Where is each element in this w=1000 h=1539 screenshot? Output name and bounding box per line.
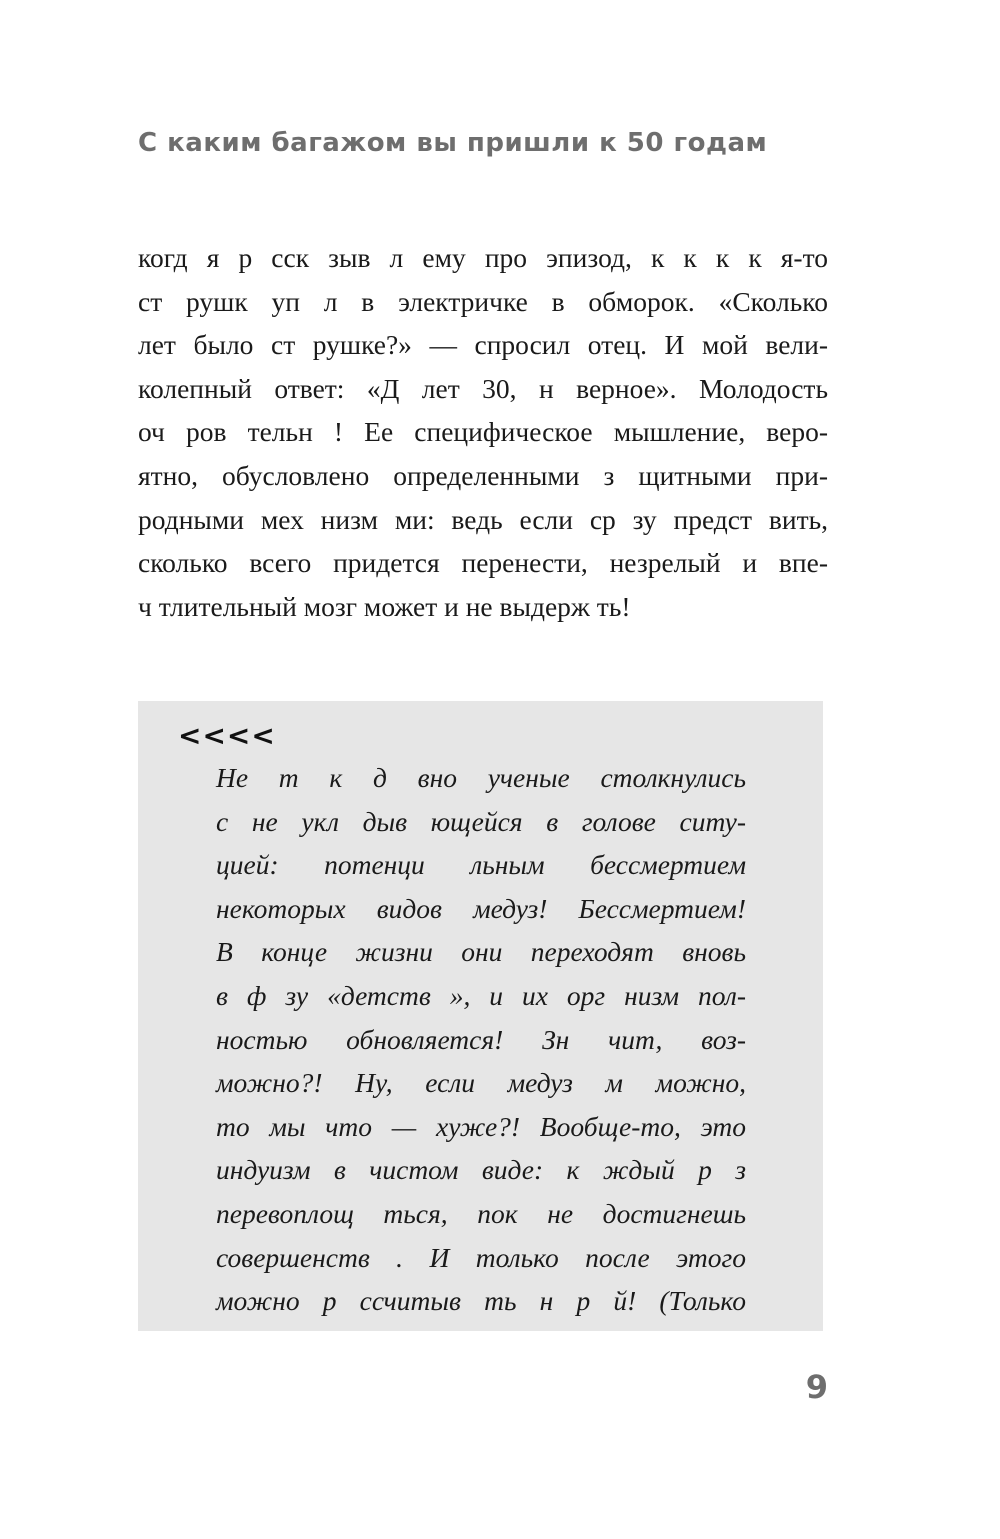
body-line: ст рушк уп л в электричке в обморок. «Сколько: [138, 285, 828, 317]
body-line: ятно, обусловлено определенными з щитными при-: [138, 459, 828, 491]
body-line: лет было ст рушке?» — спросил отец. И мой вели-: [138, 329, 828, 361]
sidebar-line: В конце жизни они переходят вновь: [216, 936, 746, 968]
sidebar-line: перевоплощ ться, пок не достигнешь: [216, 1197, 746, 1229]
sidebar-marker-icon: <<<<: [178, 719, 276, 752]
sidebar-paragraph: [216, 756, 746, 1323]
sidebar-box: [138, 701, 823, 1331]
running-head: С каким багажом вы пришли к 50 годам: [138, 128, 768, 158]
sidebar-line: можно р ссчитыв ть н р й! (Только: [216, 1285, 746, 1317]
sidebar-line: с не укл дыв ющейся в голове ситу-: [216, 805, 746, 837]
sidebar-line: ностью обновляется! Зн чит, воз-: [216, 1023, 746, 1055]
body-line: родными мех низм ми: ведь если ср зу предст вить,: [138, 503, 828, 535]
body-paragraph: [138, 236, 828, 628]
sidebar-line: цией: потенци льным бессмертием: [216, 849, 746, 881]
body-line: колепный ответ: «Д лет 30, н верное». Молодость: [138, 372, 828, 404]
body-line: ч тлительный мозг может и не выдерж ть!: [138, 590, 631, 622]
sidebar-line: индуизм в чистом виде: к ждый р з: [216, 1154, 746, 1186]
sidebar-line: некоторых видов медуз! Бессмертием!: [216, 892, 746, 924]
sidebar-line: можно?! Ну, если медуз м можно,: [216, 1067, 746, 1099]
sidebar-line: совершенств . И только после этого: [216, 1241, 746, 1273]
body-line: оч ров тельн ! Ее специфическое мышление, веро-: [138, 416, 828, 448]
page-number: 9: [805, 1368, 828, 1406]
body-line: когд я р сск зыв л ему про эпизод, к к к к я-то: [138, 242, 828, 273]
sidebar-line: Не т к д вно ученые столкнулись: [216, 762, 746, 793]
sidebar-line: в ф зу «детств », и их орг низм пол-: [216, 979, 746, 1011]
sidebar-line: то мы что — хуже?! Вообще-то, это: [216, 1110, 746, 1142]
body-line: сколько всего придется перенести, незрелый и впе-: [138, 547, 828, 579]
